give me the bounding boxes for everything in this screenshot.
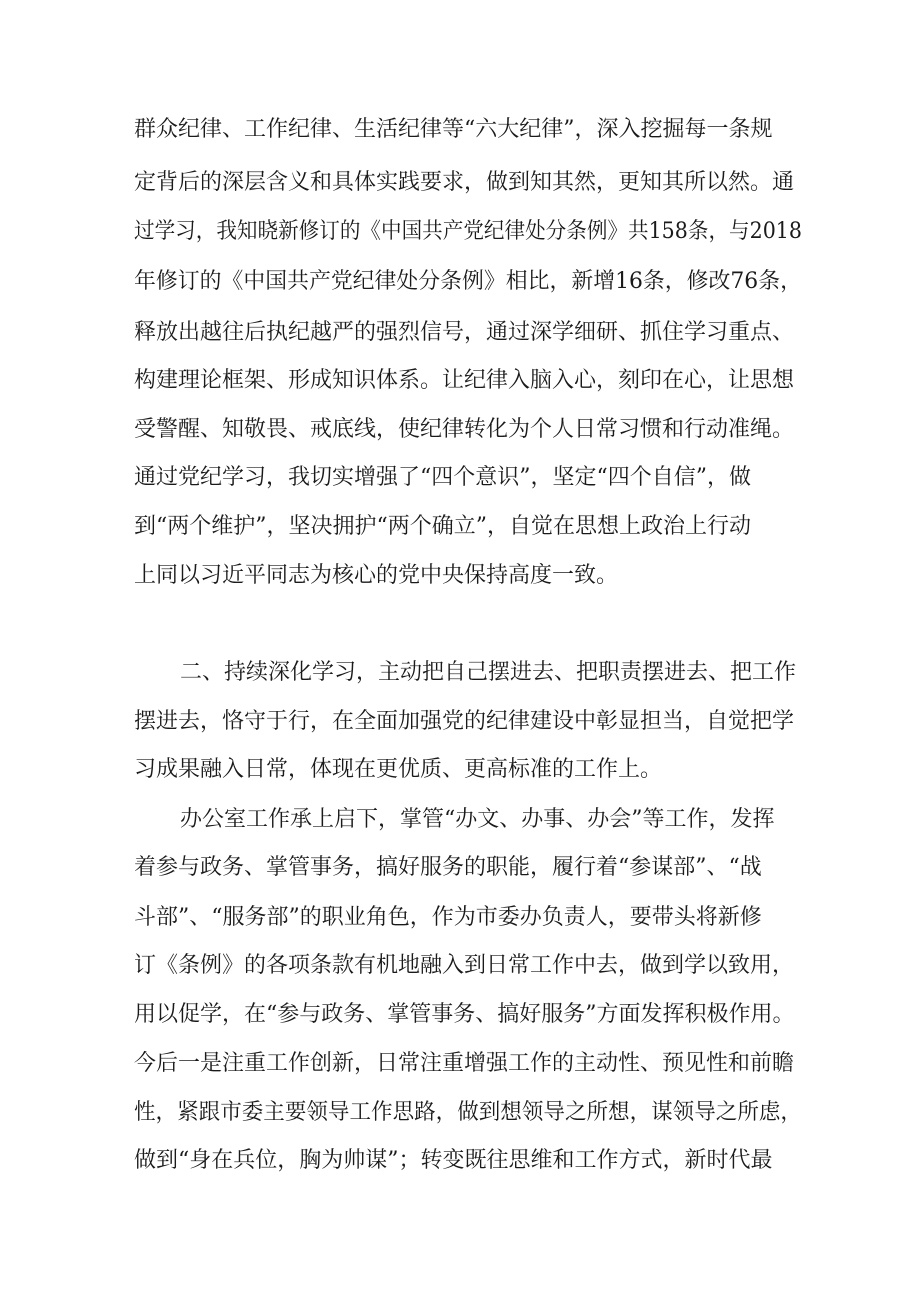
text-line xyxy=(0,556,920,596)
line-text: 过学习，我知晓新修订的《中国共产党纪律处分条例》共158条，与2018 xyxy=(134,219,803,244)
text-line xyxy=(0,163,920,203)
line-text: 二、持续深化学习，主动把自己摆进去、把职责摆进去、把工作 xyxy=(180,660,797,685)
line-text: 摆进去，恪守于行，在全面加强党的纪律建设中彰显担当，自觉把学 xyxy=(134,709,795,734)
line-text: 上同以习近平同志为核心的党中央保持高度一致。 xyxy=(134,563,619,588)
line-text: 到“两个维护”，坚决拥护“两个确立”，自觉在思想上政治上行动 xyxy=(134,514,751,539)
line-text: 构建理论框架、形成知识体系。让纪律入脑入心，刻印在心，让思想 xyxy=(134,368,795,393)
text-line xyxy=(0,507,920,547)
line-text: 性，紧跟市委主要领导工作思路，做到想领导之所想，谋领导之所虑， xyxy=(134,1100,802,1125)
text-line xyxy=(0,410,920,450)
line-text: 定背后的深层含义和具体实践要求，做到知其然，更知其所以然。通 xyxy=(134,170,795,195)
text-line xyxy=(0,848,920,888)
line-text: 群众纪律、工作纪律、生活纪律等“六大纪律”，深入挖掘每一条规 xyxy=(134,117,773,142)
line-text: 斗部”、“服务部”的职业角色，作为市委办负责人，要带头将新修 xyxy=(134,905,762,930)
line-text: 用以促学，在“参与政务、掌管事务、搞好服务”方面发挥积极作用。 xyxy=(134,1002,795,1027)
text-line xyxy=(0,653,920,693)
text-line xyxy=(0,1141,920,1181)
text-line xyxy=(0,1093,920,1133)
text-line xyxy=(0,262,920,302)
text-line xyxy=(0,212,920,252)
text-line xyxy=(0,458,920,498)
text-line xyxy=(0,110,920,150)
text-line xyxy=(0,750,920,790)
line-text: 释放出越往后执纪越严的强烈信号，通过深学细研、抓住学习重点、 xyxy=(134,320,795,345)
text-line xyxy=(0,898,920,938)
text-line xyxy=(0,1044,920,1084)
line-text: 年修订的《中国共产党纪律处分条例》相比，新增16条，修改76条， xyxy=(134,269,802,294)
line-text: 受警醒、知敬畏、戒底线，使纪律转化为个人日常习惯和行动准绳。 xyxy=(134,417,795,442)
line-text: 习成果融入日常，体现在更优质、更高标准的工作上。 xyxy=(134,757,663,782)
line-text: 办公室工作承上启下，掌管“办文、办事、办会”等工作，发挥 xyxy=(180,807,775,832)
line-text: 通过党纪学习，我切实增强了“四个意识”，坚定“四个自信”，做 xyxy=(134,465,751,490)
text-line xyxy=(0,702,920,742)
text-line xyxy=(0,361,920,401)
line-text: 订《条例》的各项条款有机地融入到日常工作中去，做到学以致用， xyxy=(134,953,795,978)
text-line xyxy=(0,800,920,840)
text-line xyxy=(0,946,920,986)
line-text: 着参与政务、掌管事务，搞好服务的职能，履行着“参谋部”、“战 xyxy=(134,855,762,880)
line-text: 做到“身在兵位，胸为帅谋”；转变既往思维和工作方式，新时代最 xyxy=(134,1148,773,1173)
text-line xyxy=(0,313,920,353)
text-line xyxy=(0,995,920,1035)
line-text: 今后一是注重工作创新，日常注重增强工作的主动性、预见性和前瞻 xyxy=(134,1051,795,1076)
